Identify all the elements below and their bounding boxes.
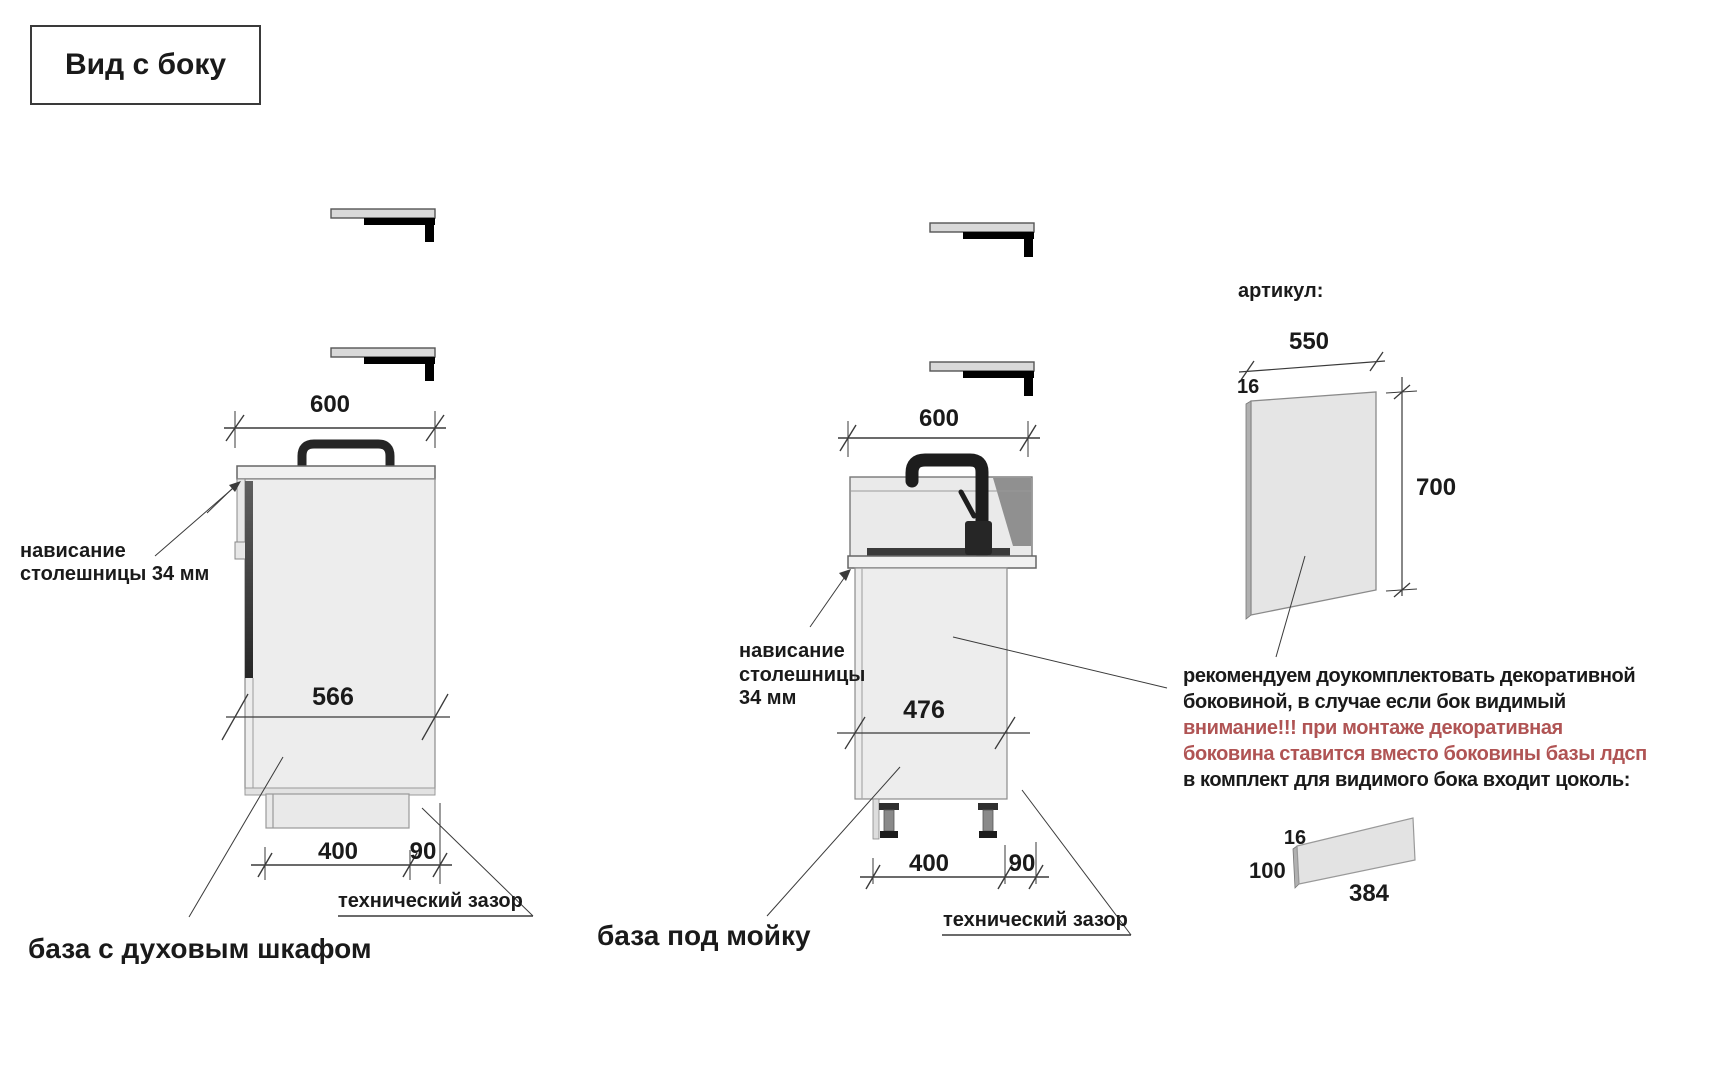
sink-overhang-note-line1: нависание [739,640,845,662]
oven-dim-plinth: 400 [317,838,359,865]
decor-panel-edge [1246,401,1251,619]
oven-overhang-note-line1: нависание [20,540,126,562]
oven-dim-gap: 90 [409,838,437,865]
decor-panel-note-block [1183,663,1647,793]
sink-front-lower-strip [873,799,879,839]
wall-bracket-icons [331,209,1034,396]
note-line-2: боковиной, в случае если бок видимый [1183,691,1566,713]
wall-bracket-icon-1 [331,209,435,242]
panel-dim-thickness: 16 [1237,376,1260,398]
wall-bracket-icon-3 [930,223,1034,257]
cabinet-leg-2 [978,803,998,838]
plinth-dim-height: 100 [1249,858,1286,883]
sink-dim-gap: 90 [1008,850,1036,877]
sink-dim-depth: 476 [903,696,945,724]
plinth-face [1297,818,1415,884]
note-line-1: рекомендуем доукомплектовать декоративной [1183,665,1636,687]
wall-bracket-icon-4 [930,362,1034,396]
oven-overhang-note-line2: столешницы 34 мм [20,563,210,585]
oven-front-tab [235,542,246,559]
oven-body [245,479,435,789]
decor-panel-drawing [1239,352,1417,657]
view-title: Вид с боку [64,48,227,81]
oven-base-drawing [235,444,435,828]
sink-body [855,568,1007,799]
note-warning-2: боковина ставится вместо боковины базы лдсп [1183,743,1647,765]
note-warning-1: внимание!!! при монтаже декоративная [1183,717,1563,739]
panel-dim-width: 550 [1288,328,1330,355]
sink-dim-top-width: 600 [918,405,960,432]
oven-gap-label: технический зазор [338,890,523,912]
note-line-3: в комплект для видимого бока входит цоколь: [1183,769,1631,791]
sink-overhang-note-line3: 34 мм [739,687,797,709]
oven-plinth [266,794,409,828]
sink-base-name-label: база под мойку [597,920,811,951]
oven-base-name-label: база с духовым шкафом [28,933,372,964]
oven-dim-depth: 566 [312,683,354,711]
oven-door-edge [245,481,253,678]
sink-gap-label: технический зазор [943,909,1128,931]
oven-dim-top-width: 600 [309,391,351,418]
sink-base-drawing [848,460,1036,839]
sink-countertop [848,556,1036,568]
faucet-base [965,521,992,555]
oven-countertop [237,466,435,479]
sink-dim-plinth: 400 [908,850,950,877]
view-title-box [30,25,261,105]
decor-panel-face [1251,392,1376,615]
sink-overhang-note-line2: столешницы [739,664,866,686]
plinth-dim-thickness: 16 [1283,827,1307,849]
wall-bracket-icon-2 [331,348,435,381]
cabinet-leg-1 [879,803,899,838]
oven-handle [302,444,390,467]
plinth-dim-length: 384 [1348,880,1390,907]
article-label: артикул: [1238,280,1324,302]
panel-dim-height: 700 [1416,474,1457,501]
